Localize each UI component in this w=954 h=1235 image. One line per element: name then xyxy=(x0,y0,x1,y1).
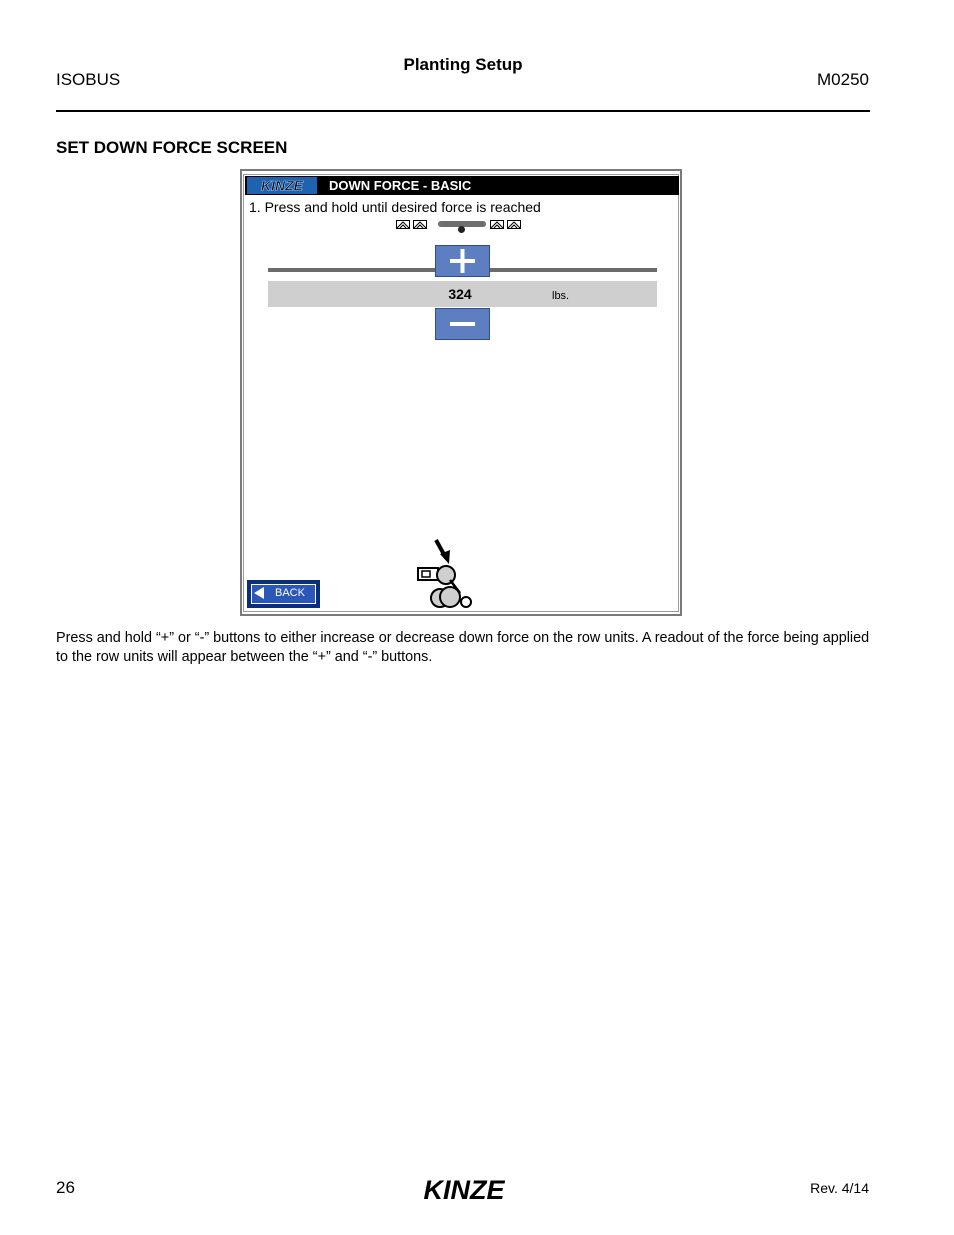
header-left: ISOBUS xyxy=(56,70,121,89)
header-right: M0250 xyxy=(817,70,869,89)
instruction-paragraph: Press and hold “+” or “-” buttons to either increase or decrease down force on the row units. A readout of the force being applied to the row units will appear between the “+” and “-” buttons. xyxy=(56,630,870,665)
plus-icon xyxy=(436,246,489,276)
back-arrow-icon xyxy=(254,587,264,599)
kinze-logo-icon xyxy=(247,177,317,194)
kinze-logo-text: KINZE xyxy=(261,177,303,194)
instruction-text: 1. Press and hold until desired force is reached xyxy=(249,199,541,215)
slider-pin-icon xyxy=(458,226,465,233)
row-unit-down-force-icon xyxy=(412,538,478,612)
page-number: 26 xyxy=(56,1178,75,1197)
section-title: SET DOWN FORCE SCREEN xyxy=(56,138,288,157)
kinze-footer-logo-icon xyxy=(403,1174,525,1206)
force-readout-value: 324 xyxy=(448,286,472,302)
force-track-left xyxy=(268,268,435,272)
header-divider xyxy=(56,110,870,112)
force-readout-unit: lbs. xyxy=(552,290,570,302)
row-unit-gauge-icon xyxy=(490,220,504,229)
force-track-right xyxy=(489,268,657,272)
header-title: Planting Setup xyxy=(403,55,523,74)
decrease-force-button[interactable] xyxy=(435,308,490,340)
row-unit-gauge-icon xyxy=(396,220,410,229)
row-unit-gauge-icon xyxy=(507,220,521,229)
revision-date: Rev. 4/14 xyxy=(810,1180,869,1196)
row-unit-gauge-icon xyxy=(413,220,427,229)
screen-title: DOWN FORCE - BASIC xyxy=(329,178,472,193)
increase-force-button[interactable] xyxy=(435,245,490,277)
minus-icon xyxy=(436,309,489,339)
footer-logo-text: KINZE xyxy=(423,1175,505,1205)
back-button-label: BACK xyxy=(275,587,305,599)
